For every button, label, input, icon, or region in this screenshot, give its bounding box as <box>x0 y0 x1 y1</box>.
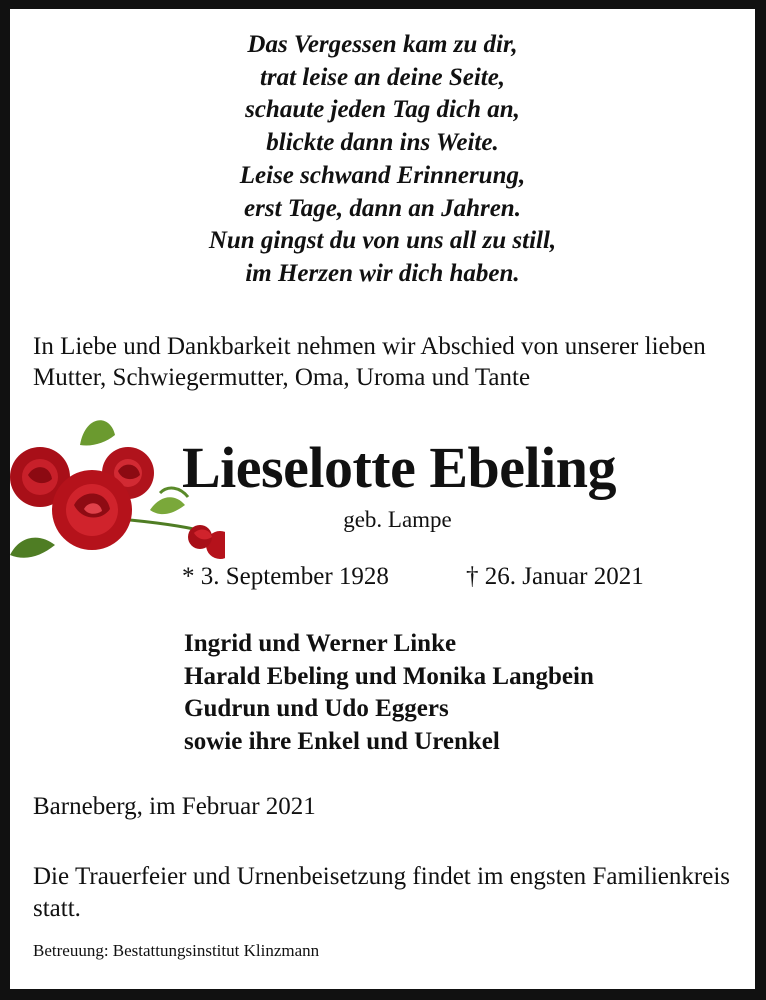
birth-date: * 3. September 1928 <box>182 563 389 590</box>
poem-line: Das Vergessen kam zu dir, <box>247 31 518 58</box>
poem-line: Nun gingst du von uns all zu still, <box>208 227 557 255</box>
mourner: Ingrid und Werner Linke <box>184 630 457 657</box>
poem-line: erst Tage, dann an Jahren. <box>244 194 521 222</box>
poem-line: schaute jeden Tag dich an, <box>245 96 520 124</box>
mourners-list <box>184 628 594 758</box>
maiden-name: geb. Lampe <box>343 507 452 532</box>
death-date: † 26. Januar 2021 <box>466 563 644 590</box>
poem <box>10 29 755 291</box>
obituary-notice <box>10 9 755 989</box>
mourner: Harald Ebeling und Monika Langbein <box>184 662 594 690</box>
poem-line: Leise schwand Erinnerung, <box>239 161 526 189</box>
deceased-name: Lieselotte Ebeling <box>182 435 617 500</box>
poem-line: trat leise an deine Seite, <box>259 63 506 91</box>
funeral-notice: Die Trauerfeier und Urnenbeisetzung findet im engsten Familienkreis statt. <box>33 863 730 922</box>
undertaker-credit: Betreuung: Bestattungsinstitut Klinzmann <box>33 941 320 960</box>
mourner: sowie ihre Enkel und Urenkel <box>184 727 500 755</box>
place-date: Barneberg, im Februar 2021 <box>33 793 316 820</box>
poem-line: im Herzen wir dich haben. <box>245 259 520 287</box>
mourner: Gudrun und Udo Eggers <box>184 695 449 722</box>
poem-line: blickte dann ins Weite. <box>266 129 499 157</box>
intro-text: In Liebe und Dankbarkeit nehmen wir Abschied von unserer lieben Mutter, Schwiegermutter, Oma, Uroma und Tante <box>33 333 706 391</box>
